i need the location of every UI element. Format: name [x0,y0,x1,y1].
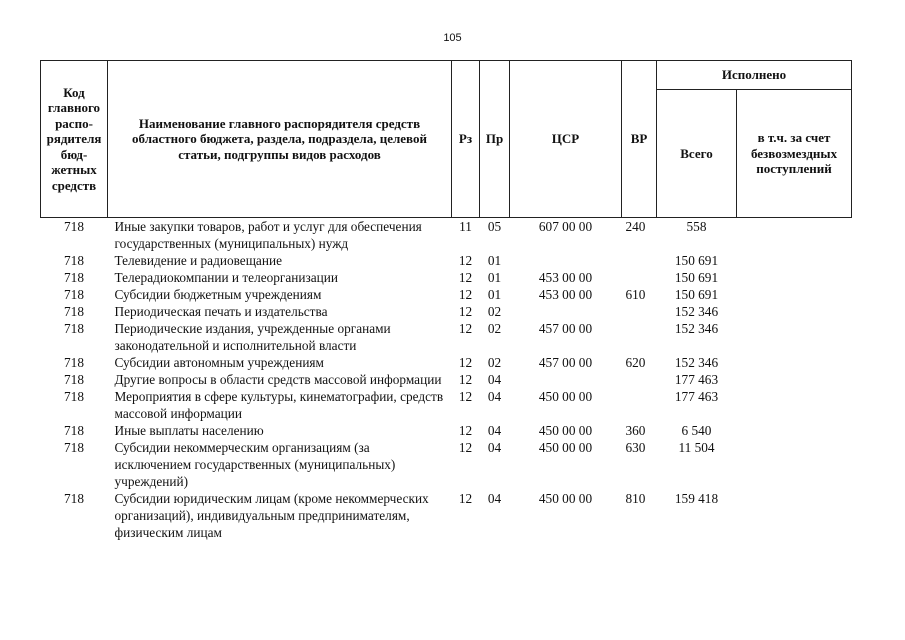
cell-code: 718 [64,355,84,370]
cell-csr: 457 00 00 [538,321,593,336]
cell-total: 6 540 [681,423,712,438]
cell-name: Субсидии бюджетным учреждениям [114,287,322,302]
header-total: Всего [657,90,737,218]
cell-csr: 607 00 00 [538,219,593,234]
cell-vr: 630 [625,440,646,455]
cell-vr [622,320,657,354]
cell-free [737,320,852,354]
cell-csr: 453 00 00 [538,270,593,285]
cell-name: Периодические издания, учрежденные органами законодательной и исполнительной власти [114,321,391,353]
cell-name: Субсидии некоммерческим организациям (за исключением государственных (муниципальных) учреждений) [114,440,396,489]
table-row [41,218,852,253]
cell-code: 718 [64,389,84,404]
cell-rz: 12 [458,253,473,268]
header-free: в т.ч. за счет безвозмездных поступлений [737,90,852,218]
cell-csr: 457 00 00 [538,355,593,370]
cell-free [737,303,852,320]
cell-total: 150 691 [674,287,719,302]
table-body [41,218,852,542]
cell-code: 718 [64,253,84,268]
cell-name: Телевидение и радиовещание [114,253,282,268]
cell-name: Иные закупки товаров, работ и услуг для обеспечения государственных (муниципальных) нужд [114,219,422,251]
cell-rz: 12 [458,287,473,302]
header-executed: Исполнено [657,61,852,90]
header-csr: ЦСР [510,61,622,218]
cell-pr: 04 [487,440,502,455]
cell-vr: 360 [625,423,646,438]
table-row [41,439,852,490]
cell-free [737,388,852,422]
table-header [41,61,852,218]
cell-csr [510,303,622,320]
cell-csr [510,252,622,269]
cell-rz: 12 [458,423,473,438]
table-row [41,286,852,303]
table-row [41,269,852,286]
cell-free [737,422,852,439]
cell-total: 558 [686,219,707,234]
cell-rz: 12 [458,440,473,455]
cell-total: 152 346 [674,355,719,370]
cell-pr: 04 [487,491,502,506]
cell-free [737,371,852,388]
cell-total: 159 418 [674,491,719,506]
cell-pr: 04 [487,389,502,404]
cell-rz: 12 [458,270,473,285]
cell-vr [622,388,657,422]
cell-code: 718 [64,491,84,506]
table-row [41,252,852,269]
header-rz: Рз [452,61,480,218]
budget-table [40,60,852,541]
cell-pr: 04 [487,423,502,438]
cell-csr: 453 00 00 [538,287,593,302]
cell-total: 150 691 [674,253,719,268]
cell-csr [510,371,622,388]
cell-free [737,439,852,490]
cell-rz: 12 [458,321,473,336]
cell-free [737,218,852,253]
header-name: Наименование главного распорядителя средств областного бюджета, раздела, подраздела, целевой статьи, подгруппы видов расходов [108,61,452,218]
cell-name: Другие вопросы в области средств массовой информации [114,372,442,387]
cell-pr: 01 [487,253,502,268]
table-row [41,388,852,422]
cell-total: 152 346 [674,321,719,336]
cell-rz: 12 [458,389,473,404]
cell-free [737,252,852,269]
cell-pr: 04 [487,372,502,387]
cell-code: 718 [64,304,84,319]
cell-csr: 450 00 00 [538,389,593,404]
cell-vr: 620 [625,355,646,370]
cell-vr: 240 [625,219,646,234]
table-row [41,354,852,371]
cell-total: 177 463 [674,389,719,404]
table-row [41,490,852,541]
cell-csr: 450 00 00 [538,491,593,506]
cell-free [737,354,852,371]
table-row [41,371,852,388]
cell-vr: 810 [625,491,646,506]
cell-rz: 12 [458,304,473,319]
cell-pr: 02 [487,304,502,319]
cell-name: Иные выплаты населению [114,423,264,438]
page-number: 105 [443,32,462,44]
cell-name: Мероприятия в сфере культуры, кинематографии, средств массовой информации [114,389,444,421]
header-vr: ВР [622,61,657,218]
cell-vr [622,303,657,320]
cell-free [737,286,852,303]
cell-pr: 02 [487,355,502,370]
cell-vr: 610 [625,287,646,302]
cell-total: 177 463 [674,372,719,387]
cell-vr [622,252,657,269]
table-row [41,422,852,439]
cell-pr: 01 [487,270,502,285]
cell-code: 718 [64,440,84,455]
cell-total: 152 346 [674,304,719,319]
cell-code: 718 [64,321,84,336]
cell-rz: 12 [458,372,473,387]
cell-total: 11 504 [678,440,715,455]
cell-name: Субсидии автономным учреждениям [114,355,324,370]
cell-pr: 01 [487,287,502,302]
cell-rz: 11 [459,219,472,234]
cell-pr: 05 [487,219,502,234]
cell-code: 718 [64,372,84,387]
cell-csr: 450 00 00 [538,440,593,455]
cell-rz: 12 [458,491,473,506]
table-row [41,303,852,320]
cell-code: 718 [64,423,84,438]
header-pr: Пр [480,61,510,218]
cell-name: Телерадиокомпании и телеорганизации [114,270,338,285]
cell-name: Субсидии юридическим лицам (кроме некоммерческих организаций), индивидуальным предпринимателям, физическим лицам [114,491,429,540]
table-row [41,320,852,354]
cell-free [737,490,852,541]
cell-code: 718 [64,270,84,285]
cell-code: 718 [64,287,84,302]
cell-total: 150 691 [674,270,719,285]
cell-pr: 02 [487,321,502,336]
cell-vr [622,269,657,286]
cell-vr [622,371,657,388]
cell-csr: 450 00 00 [538,423,593,438]
cell-name: Периодическая печать и издательства [114,304,328,319]
cell-rz: 12 [458,355,473,370]
cell-free [737,269,852,286]
cell-code: 718 [64,219,84,234]
header-code: Код главного распо-рядителя бюд-жетных средств [41,61,108,218]
